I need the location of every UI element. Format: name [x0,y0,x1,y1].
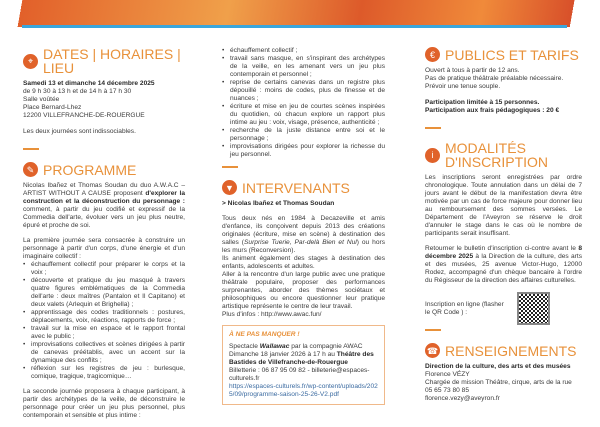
list-item: • travail sur la mise en espace et le rapport frontal avec le public ; [23,325,185,341]
dates-date: Samedi 13 et dimanche 14 décembre 2025 [23,80,155,87]
dates-line: 12200 VILLEFRANCHE-DE-ROUERGUE [23,112,145,119]
intervenants-p2: Ils animent également des stages à destination des enfants, adolescents et adultes. [222,255,385,270]
dates-note: Les deux journées sont indissociables. [23,128,136,135]
banner-stripe [22,25,567,28]
intervenants-p3: Aller à la rencontre d'un large public avec une pratique théâtrale populaire, proposer des performances surprenantes, aborder des thèmes sociétaux et philosophiques ou encore questionner leur pratique artistique représente le centre de leur travail. [222,271,385,310]
dates-heading [23,47,185,75]
box-title: À NE PAS MANQUER ! [229,331,300,338]
box-line: Spectacle Wallawac par la compagnie AWAC [229,343,363,350]
list-item: • recherche de la juste distance entre soi et le personnage ; [222,127,385,143]
dates-line: Place Bernard-Lhez [23,104,82,111]
publics-line: Prévoir une tenue souple. [425,83,501,90]
modalites-title: MODALITÉS D'INSCRIPTION [445,140,549,170]
online-registration [425,292,582,325]
programme-heading [23,162,185,177]
box-line: Billetterie : 06 87 95 09 82 - billeterie@espaces-culturels.fr [229,367,370,382]
phone-icon: ☎ [425,343,440,358]
programme-intro: Nicolas Ibañez et Thomas Soudan du duo A.W.A.C – ARTIST WITHOUT A CAUSE proposent d'explorer la construction et la déconstruction du personnage : comment, à partir du jeu codifié et expressif de la Commedia dell'arte, évoluer vers un jeu plus neutre, épuré et proche de soi. [23,182,185,229]
euro-icon: € [425,47,440,62]
publics-bold: Participation limitée à 15 personnes. [425,99,540,106]
list-item: • réflexion sur les registres de jeu : burlesque, comique, tragique, tragicomique… [23,365,185,381]
publics-bold: Participation aux frais pédagogiques : 20 € [425,107,560,114]
info-icon: i [425,148,440,163]
contact-name: Florence VÉZY [425,371,470,378]
divider [23,148,39,150]
programme-title: PROGRAMME [43,161,137,178]
publics-line: Pas de pratique théâtrale préalable nécessaire. [425,75,564,82]
speech-bubble-icon: ✎ [23,162,38,177]
dates-title: DATES | HORAIRES | LIEU [43,46,181,76]
header-banner [0,0,600,27]
renseignements-org: Direction de la culture, des arts et des musées [425,363,571,370]
renseignements-heading [425,343,582,358]
highlight-box [222,325,385,405]
intervenants-title: INTERVENANTS [242,179,350,196]
column-3 [425,47,582,403]
list-item: • échauffement collectif ; [222,47,385,55]
publics-title: PUBLICS ET TARIFS [445,46,579,63]
divider [425,127,441,129]
intervenants-names: > Nicolas Ibañez et Thomas Soudan [222,200,335,207]
day2-intro: La seconde journée proposera à chaque participant, à partir des archétypes de la veille, de déconstruire le personnage pour créer un jeu plus personnel, plus contemporain et sensible et plus intime : [23,388,185,419]
list-item: • découverte et pratique du jeu masqué à travers quatre figures emblématiques de la Commedia dell'arte : deux maîtres (Pantalon et Il Capitano) et deux valets (Arlequin et Brighella) ; [23,277,185,309]
contact-phone: 05 65 73 80 85 [425,387,469,394]
list-item: • apprentissage des codes traditionnels : postures, déplacements, voix, réactions, rapports de force ; [23,309,185,325]
column-1 [23,47,185,427]
list-item: • travail sans masque, en s'inspirant des archétypes de la veille, en les amenant vers un jeu plus contemporain et personnel ; [222,55,385,79]
programme-pdf-link[interactable]: https://espaces-culturels.fr/wp-content/uploads/2025/09/programme-saison-25-26-V2.pdf [229,383,378,398]
megaphone-icon: ▼ [222,180,237,195]
location-pin-icon: ⌖ [23,54,38,69]
intervenants-link[interactable]: Plus d'infos : http://www.awac.fun/ [222,311,322,318]
intervenants-heading [222,180,385,195]
contact-role: Chargée de mission Théâtre, cirque, arts de la rue [425,379,572,386]
intervenants-p1: Tous deux nés en 1984 à Decazeville et amis d'enfance, ils conçoivent depuis 2013 des créations originales (écriture, mise en scène) à destination des salles (Surprise Tuerie, Par-delà Bien et Nul) ou hors les murs (Reconversion). [222,215,386,254]
renseignements-title: RENSEIGNEMENTS [445,342,577,359]
list-item: • échauffement collectif pour préparer le corps et la voix ; [23,261,185,277]
list-item: • écriture et mise en jeu de courtes scènes inspirées du quotidien, où chacun explore un rapport plus intime au jeu : voix, visage, présence, authenticité ; [222,103,385,127]
qr-code[interactable] [517,292,550,325]
box-line: Dimanche 18 janvier 2026 à 17 h au Théâtre des Bastides de Villefranche-de-Rouergue [229,351,374,366]
divider [222,166,238,168]
modalites-heading [425,141,582,169]
dates-line: de 9 h 30 à 13 h et de 14 h à 17 h 30 [23,88,132,95]
list-item: • improvisations dirigées pour explorer la richesse du jeu personnel. [222,143,385,159]
modalites-p1: Les inscriptions seront enregistrées par ordre chronologique. Toute annulation dans un délai de 7 jours avant le début de la manifestation devra être motivée par un cas de force majeure pour donner lieu au remboursement des sommes versées. Le Département de l'Aveyron se réserve le droit d'annuler le stage dans le cas où le nombre de participants serait insuffisant. [425,174,582,237]
column-2 [222,47,385,405]
day2-list [222,47,385,159]
list-item: • improvisations collectives et scènes dirigées à partir de canevas préétablis, avec un accent sur la dynamique des conflits ; [23,341,185,365]
day1-list [23,261,185,381]
divider [425,329,441,331]
publics-line: Ouvert à tous à partir de 12 ans. [425,67,520,74]
list-item: • reprise de certains canevas dans un registre plus dépouillé : moins de codes, plus de finesse et de nuances ; [222,79,385,103]
modalites-p2: Retourner le bulletin d'inscription ci-contre avant le 8 décembre 2025 à la Direction de la culture, des arts et des musées, 25 avenue Victor-Hugo, 12000 Rodez, accompagné d'un chèque bancaire à l'ordre du Régisseur de la direction des affaires culturelles. [425,245,583,284]
day1-intro: La première journée sera consacrée à construire un personnage à partir d'un corps, d'une énergie et d'un imaginaire collectif : [23,237,185,260]
dates-line: Salle voûtée [23,96,60,103]
publics-heading [425,47,582,62]
contact-email[interactable]: florence.vezy@aveyron.fr [425,395,500,402]
online-label: Inscription en ligne (flasher le QR Code ) : [425,300,504,316]
